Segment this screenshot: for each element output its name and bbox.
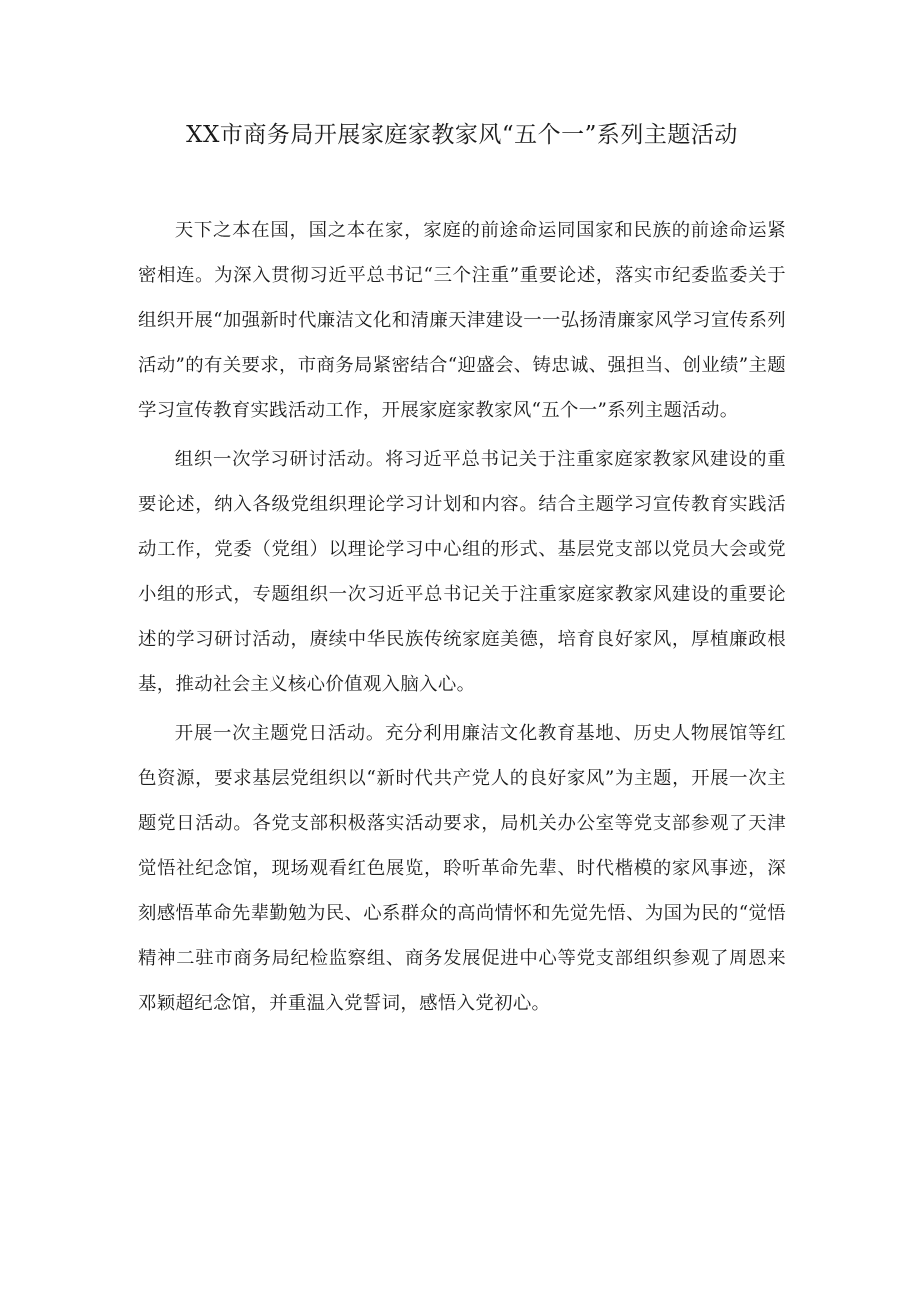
paragraph-intro: 天下之本在国，国之本在家，家庭的前途命运同国家和民族的前途命运紧密相连。为深入贯彻习近平总书记“三个注重”重要论述，落实市纪委监委关于组织开展“加强新时代廉洁文化和清廉天津建设一一弘扬清廉家风学习宣传系列活动”的有关要求，市商务局紧密结合“迎盛会、铸忠诚、强担当、创业绩”主题学习宣传教育实践活动工作，开展家庭家教家风“五个一”系列主题活动。 bbox=[138, 220, 786, 421]
paragraph-study-activity: 组织一次学习研讨活动。将习近平总书记关于注重家庭家教家风建设的重要论述，纳入各级党组织理论学习计划和内容。结合主题学习宣传教育实践活动工作，党委（党组）以理论学习中心组的形式、基层党支部以党员大会或党小组的形式，专题组织一次习近平总书记关于注重家庭家教家风建设的重要论述的学习研讨活动，赓续中华民族传统家庭美德，培育良好家风，厚植廉政根基，推动社会主义核心价值观入脑入心。 bbox=[138, 449, 786, 695]
document-body bbox=[138, 208, 786, 1030]
document-title: XX市商务局开展家庭家教家风“五个一”系列主题活动 bbox=[186, 122, 738, 148]
paragraph-party-day-activity: 开展一次主题党日活动。充分利用廉洁文化教育基地、历史人物展馆等红色资源，要求基层党组织以“新时代共产党人的良好家风”为主题，开展一次主题党日活动。各党支部积极落实活动要求，局机关办公室等党支部参观了天津觉悟社纪念馆，现场观看红色展览，聆听革命先辈、时代楷模的家风事迹，深刻感悟革命先辈勤勉为民、心系群众的高尚情怀和先觉先悟、为国为民的“觉悟精神二驻市商务局纪检监察组、商务发展促进中心等党支部组织参观了周恩来邓颖超纪念馆，并重温入党誓词，感悟入党初心。 bbox=[138, 723, 786, 1014]
